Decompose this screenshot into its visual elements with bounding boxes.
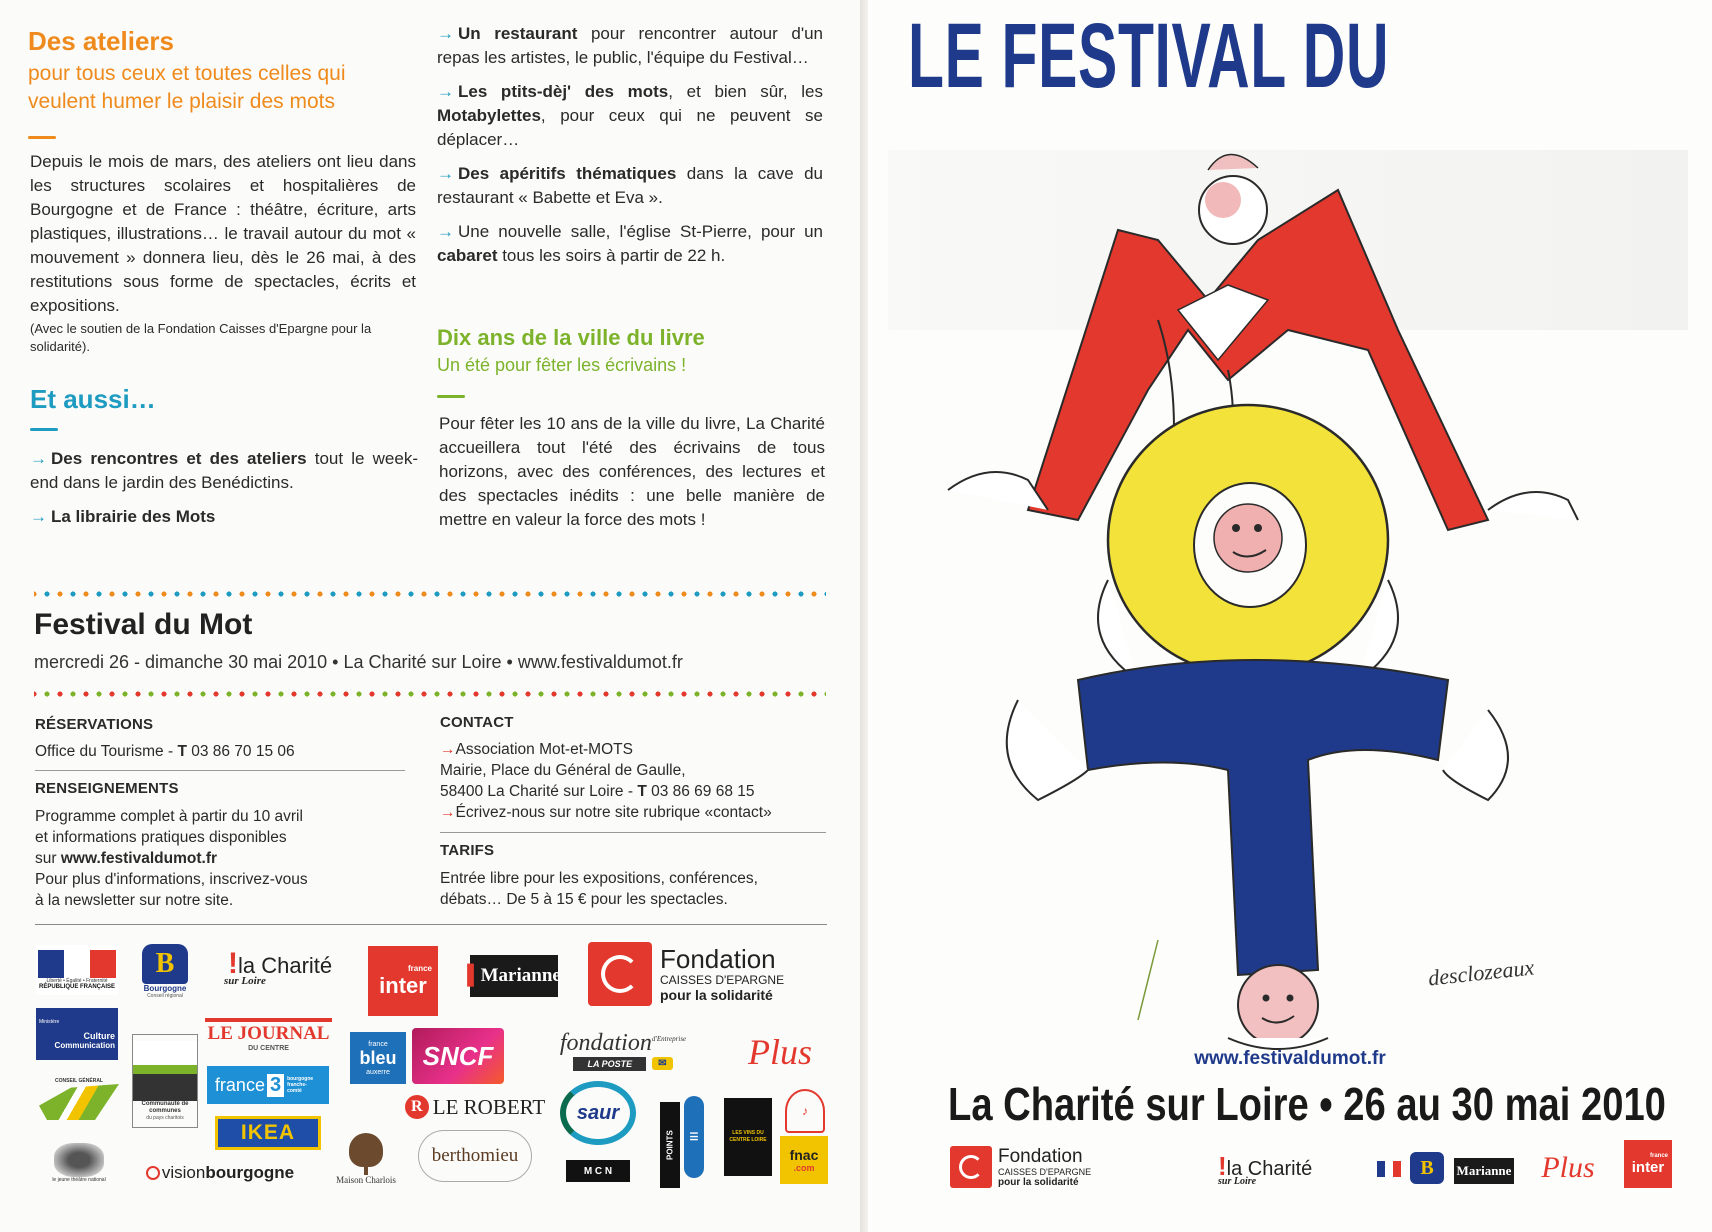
reservations-label: Office du Tourisme -: [35, 743, 178, 760]
contact-line-3: [440, 781, 772, 802]
vision-circle-icon: [146, 1166, 160, 1180]
le-journal-du-centre-logo: [205, 1018, 332, 1052]
mcn-logo: M C N: [566, 1160, 630, 1182]
france-3-number: 3: [267, 1074, 284, 1097]
service-aperitifs-text: dans la cave du restaurant « Babette et Eva ».: [437, 164, 823, 207]
renseignements-heading: RENSEIGNEMENTS: [35, 780, 179, 797]
tarifs-heading: TARIFS: [440, 842, 495, 859]
graphie-logo: ☰: [684, 1096, 704, 1178]
ikea-logo: IKEA: [215, 1116, 321, 1150]
fondation-poste-wordmark: [560, 1030, 686, 1057]
bottom-la-charite-label: la Charité: [1226, 1158, 1313, 1180]
bourgogne-sub: Conseil régional: [147, 992, 183, 999]
renseignements-sur: sur: [35, 850, 61, 867]
dix-ans-title: Dix ans de la ville du livre: [437, 325, 705, 350]
service-cabaret-bold: cabaret: [437, 246, 498, 265]
contact-line-4: [440, 802, 772, 823]
tree-trunk-icon: [364, 1167, 368, 1175]
vision-bourgogne-logo: [140, 1160, 300, 1186]
france-3-sub: bourgogne franche-comté: [287, 1076, 314, 1094]
contact-phone: 03 86 69 68 15: [646, 783, 755, 800]
renseignements-line-2: et informations pratiques disponibles: [35, 829, 287, 846]
conseil-general-label: CONSEIL GÉNÉRAL: [55, 1078, 103, 1084]
saur-label: saur: [560, 1081, 636, 1145]
arrow-icon: →: [437, 164, 454, 183]
service-restaurant: [437, 22, 823, 70]
service-cabaret-pre: Une nouvelle salle, l'église St-Pierre, pour un: [458, 222, 823, 241]
bottom-fondation-line-3: pour la solidarité: [998, 1176, 1079, 1188]
contact-association: Association Mot-et-MOTS: [455, 741, 633, 758]
fondation-swirl-icon: [588, 942, 652, 1006]
exclamation-icon: !: [228, 947, 238, 980]
tricolore-flag-icon: [1377, 1161, 1401, 1177]
france-bleu-label: bleu: [359, 1047, 397, 1068]
festival-illustration: [928, 80, 1688, 1070]
la-charite-label: la Charité: [238, 953, 333, 978]
fnac-label: fnac: [789, 1147, 819, 1163]
bottom-inter-label: inter: [1631, 1158, 1665, 1176]
bourgogne-label: Bourgogne: [143, 983, 187, 993]
et-aussi-list: [30, 447, 418, 539]
vision-label: vision: [161, 1163, 206, 1182]
service-restaurant-bold: Un restaurant: [458, 24, 578, 43]
fondation-caisses-logo: [588, 942, 828, 1006]
guitar-icon: ♪: [785, 1089, 825, 1133]
et-aussi-item-2-bold: La librairie des Mots: [51, 507, 216, 526]
renseignements-body: [35, 806, 308, 911]
plus-logo: Plus: [747, 1032, 812, 1072]
la-charite-sub: sur Loire: [224, 975, 266, 987]
arrow-icon: →: [30, 507, 47, 526]
france-bleu-top: france: [368, 1040, 388, 1048]
tarifs-body: [440, 868, 758, 910]
ateliers-note: (Avec le soutien de la Fondation Caisses d'Epargne pour la solidarité).: [30, 321, 372, 354]
maison-charlois-logo: [330, 1128, 402, 1190]
contact-body: [440, 739, 772, 823]
bottom-fondation-logo: [950, 1142, 1150, 1192]
france-bleu-logo: [350, 1032, 406, 1084]
service-cabaret: [437, 220, 823, 268]
france-inter-logo: [368, 946, 438, 1016]
communaute-communes-logo: [132, 1034, 198, 1128]
conseil-general-shape-icon: [39, 1084, 119, 1120]
dix-ans-rule: [437, 395, 465, 398]
conseil-general-logo: [36, 1074, 122, 1124]
service-aperitifs: [437, 162, 823, 210]
et-aussi-item-2: [30, 505, 418, 529]
culture-sub: Communication: [54, 1040, 115, 1050]
service-restaurant-text: pour rencontrer autour d'un repas les artistes, le public, l'équipe du Festival…: [437, 24, 823, 67]
service-ptits-dej-bold: Les ptits-dèj' des mots: [458, 82, 669, 101]
arrow-icon: →: [437, 24, 454, 43]
page-fold: [860, 0, 868, 1232]
france-inter-label: inter: [379, 972, 427, 998]
right-panel: [868, 0, 1712, 1232]
republique-motto: Liberté • Égalité • Fraternité: [46, 978, 108, 984]
arrow-icon: →: [440, 804, 456, 821]
phone-t: T: [637, 783, 647, 800]
fondation-poste-sup: d'Entreprise: [651, 1034, 687, 1043]
arrow-icon: →: [30, 449, 47, 468]
jeune-theatre-national-logo: [36, 1138, 122, 1188]
renseignements-line-5: à la newsletter sur notre site.: [35, 892, 234, 909]
ateliers-subtitle-line2: veulent humer le plaisir des mots: [28, 90, 335, 113]
bottom-france-inter-logo: [1624, 1140, 1672, 1188]
bottom-fondation-label: Fondation: [998, 1145, 1083, 1167]
tricolore-flag-icon: [38, 950, 116, 978]
info-separator: [440, 832, 826, 833]
tagline: La Charité sur Loire • 26 au 30 mai 2010: [948, 1078, 1666, 1130]
communaute-sub: du pays charitois: [146, 1115, 184, 1121]
arrow-icon: →: [437, 82, 454, 101]
culture-top: Ministère: [39, 1018, 60, 1025]
bottom-inter-top: france: [1649, 1152, 1668, 1159]
contact-line-1: [440, 739, 772, 760]
reservations-phone: 03 86 70 15 06: [186, 743, 295, 760]
points-logo: POINTS: [660, 1102, 680, 1188]
arrow-icon: →: [440, 741, 456, 758]
bottom-la-charite-sub: sur Loire: [1218, 1176, 1257, 1187]
maison-charlois-label: Maison Charlois: [336, 1175, 396, 1185]
journal-label: LE JOURNAL: [207, 1022, 330, 1044]
et-aussi-item-1: [30, 447, 418, 495]
ateliers-rule: [28, 136, 56, 139]
saur-logo: [560, 1082, 636, 1144]
fondation-label: Fondation: [660, 944, 776, 974]
le-robert-label: LE ROBERT: [432, 1094, 546, 1119]
info-separator: [35, 770, 405, 771]
marianne-m: ▌: [467, 965, 481, 986]
arrow-icon: →: [437, 222, 454, 241]
service-ptits-dej-text: , pour ceux qui ne peuvent se déplacer…: [437, 106, 823, 149]
france-inter-top: france: [407, 963, 432, 973]
contact-heading: CONTACT: [440, 714, 514, 731]
services-list: [437, 22, 823, 278]
et-aussi-item-1-bold: Des rencontres et des ateliers: [51, 449, 307, 468]
republique-label: RÉPUBLIQUE FRANÇAISE: [38, 984, 115, 990]
contact-address: 58400 La Charité sur Loire -: [440, 783, 638, 800]
tarifs-line-1: Entrée libre pour les expositions, conférences,: [440, 870, 758, 887]
bottom-marianne-logo: Marianne: [1454, 1158, 1514, 1184]
vins-centre-loire-logo: LES VINS DU CENTRE LOIRE: [724, 1098, 772, 1176]
bottom-fondation-line-2: CAISSES D'EPARGNE: [998, 1166, 1092, 1177]
et-aussi-title: Et aussi…: [30, 384, 156, 414]
festival-dates: mercredi 26 - dimanche 30 mai 2010 • La Charité sur Loire • www.festivaldumot.fr: [34, 652, 683, 672]
culture-communication-logo: [36, 1008, 118, 1060]
renseignements-line-4: Pour plus d'informations, inscrivez-vous: [35, 871, 308, 888]
renseignements-line-3: [35, 848, 308, 869]
tree-icon: [349, 1133, 383, 1167]
bottom-la-charite-logo: [1218, 1144, 1358, 1194]
dix-ans-subtitle: Un été pour fêter les écrivains !: [437, 355, 687, 375]
france-3-label: france: [214, 1074, 265, 1095]
bourgogne-label: bourgogne: [205, 1163, 295, 1182]
fondation-line-2: CAISSES D'EPARGNE: [660, 973, 785, 987]
ateliers-subtitle: [28, 60, 346, 116]
marianne-logo: [467, 955, 561, 997]
letter-o-figure: [1098, 405, 1398, 680]
artist-signature: desclozeaux: [1426, 954, 1536, 991]
communaute-landscape-icon: [133, 1041, 197, 1101]
le-robert-logo: [404, 1090, 546, 1124]
headline: LE FESTIVAL DU: [908, 5, 1390, 107]
fondation-swirl-icon: [950, 1146, 992, 1188]
hand-icon: [54, 1143, 104, 1177]
fondation-line-3: pour la solidarité: [660, 987, 773, 1003]
contact-line-2: Mairie, Place du Général de Gaulle,: [440, 762, 686, 779]
marianne-label: Marianne: [480, 965, 561, 986]
ateliers-subtitle-line1: pour tous ceux et toutes celles qui: [28, 62, 346, 85]
reservations-heading: RÉSERVATIONS: [35, 716, 154, 733]
service-cabaret-text: tous les soirs à partir de 22 h.: [497, 246, 726, 265]
logos-separator: [35, 924, 827, 925]
jeune-theatre-label: le jeune théâtre national: [52, 1177, 106, 1183]
bottom-plus-logo: Plus: [1541, 1151, 1595, 1184]
reservations-line: [35, 741, 295, 762]
bourgogne-logo: [132, 940, 198, 1002]
renseignements-url[interactable]: www.festivaldumot.fr: [60, 850, 218, 867]
festival-url[interactable]: www.festivaldumot.fr: [1194, 1048, 1386, 1069]
fondation-poste-label: fondation: [559, 1029, 652, 1056]
service-ptits-dej: [437, 80, 823, 152]
et-aussi-item-1-text: tout le week-end dans le jardin des Benédictins.: [30, 449, 418, 492]
ateliers-body: Depuis le mois de mars, des ateliers ont lieu dans les structures scolaires et hospitalières de Bourgogne et de France : théâtre, écriture, arts plastiques, illustrations… le travail autour du mot « mouvement » donnera lieu, dès le 26 mai, à des restitutions sous forme de spectacles, écrits et expositions.: [30, 152, 416, 315]
service-aperitifs-bold: Des apéritifs thématiques: [458, 164, 677, 183]
fnac-logo: [780, 1136, 828, 1184]
service-ptits-dej-mid: , et bien sûr, les: [668, 82, 823, 101]
fondation-la-poste-logo: [518, 1020, 728, 1080]
renseignements-line-1: Programme complet à partir du 10 avril: [35, 808, 303, 825]
ateliers-title: Des ateliers: [28, 26, 174, 56]
bottom-republique-logo: [1376, 1158, 1402, 1180]
dotted-divider-bottom: [34, 690, 826, 698]
radio-fm-logo: [780, 1086, 830, 1136]
communaute-label: Communauté de communes: [141, 1101, 189, 1114]
service-motabylettes-bold: Motabylettes: [437, 106, 541, 125]
bourgogne-b-icon: B: [142, 944, 188, 984]
et-aussi-rule: [30, 428, 58, 431]
sncf-logo: SNCF: [412, 1028, 504, 1084]
republique-logo: [36, 945, 118, 995]
la-poste-label: LA POSTE: [573, 1057, 646, 1071]
culture-label: Culture: [83, 1030, 115, 1041]
tarifs-line-2: débats… De 5 à 15 € pour les spectacles.: [440, 891, 728, 908]
contact-website-note: Écrivez-nous sur notre site rubrique «contact»: [455, 804, 772, 821]
fnac-sub: .com: [793, 1163, 815, 1173]
dix-ans-body: Pour fêter les 10 ans de la ville du livre, La Charité accueillera tout l'été des écrivains de tous horizons, avec des conférences, des lectures et des spectacles inédits : une belle manière de mettre en valeur la force des mots !: [439, 414, 825, 529]
tagline-box: [948, 1076, 1708, 1136]
france-bleu-sub: auxerre: [366, 1068, 390, 1076]
berthomieu-logo: berthomieu: [418, 1130, 532, 1182]
la-poste-bird-icon: ✉: [652, 1057, 672, 1070]
france-3-logo: [207, 1066, 329, 1104]
journal-sub: DU CENTRE: [248, 1044, 289, 1052]
bottom-bourgogne-logo: B: [1410, 1152, 1444, 1184]
le-robert-r-icon: R: [405, 1095, 429, 1119]
la-charite-logo: [224, 942, 368, 992]
exclamation-icon: !: [1218, 1151, 1227, 1181]
festival-name: Festival du Mot: [34, 608, 253, 641]
phone-t: T: [177, 743, 187, 760]
dotted-divider-top: [34, 590, 826, 598]
